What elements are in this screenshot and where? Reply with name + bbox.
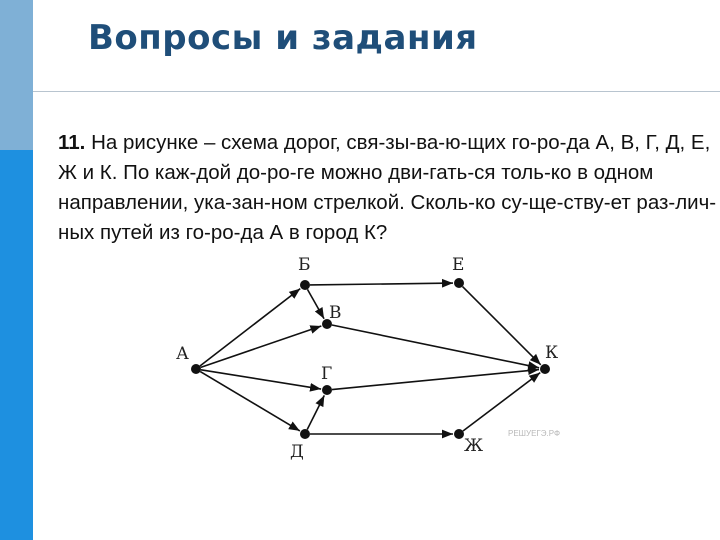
edge-a-v xyxy=(201,326,322,367)
node-g xyxy=(322,385,332,395)
page-title: Вопросы и задания xyxy=(88,18,478,58)
node-k xyxy=(540,364,550,374)
edge-d-g xyxy=(307,395,324,429)
edge-e-k xyxy=(463,287,541,365)
node-label-v: В xyxy=(329,303,342,323)
edge-b-v xyxy=(307,289,324,318)
node-label-zh: Ж xyxy=(464,436,484,456)
node-b xyxy=(300,280,310,290)
edge-a-g xyxy=(201,370,321,389)
edge-zh-k xyxy=(463,373,540,431)
node-label-b: Б xyxy=(298,255,311,275)
edge-a-b xyxy=(200,289,300,366)
edge-g-k xyxy=(332,370,539,390)
task-body: На рисунке – схема дорог, свя-зы-ва-ю-щих го-ро-да А, В, Г, Д, Е, Ж и К. По каж-дой до-ро-ге можно дви-гать-ся толь-ко в одном направлении, ука-зан-ном стрелкой. Сколь-ко су-ще-ству-ет раз-лич-ных путей из го-ро-да А в город К? xyxy=(58,131,717,244)
node-label-e: Е xyxy=(452,255,465,275)
edge-a-d xyxy=(200,372,300,431)
edge-b-e xyxy=(310,283,453,285)
node-d xyxy=(300,429,310,439)
task-number: 11. xyxy=(58,131,86,154)
node-label-g: Г xyxy=(321,364,333,384)
node-e xyxy=(454,278,464,288)
node-label-d: Д xyxy=(290,442,304,462)
watermark: РЕШУЕГЭ.РФ xyxy=(508,429,561,438)
node-label-k: К xyxy=(545,343,559,363)
node-zh xyxy=(454,429,464,439)
node-label-a: А xyxy=(176,344,189,364)
node-a xyxy=(191,364,201,374)
